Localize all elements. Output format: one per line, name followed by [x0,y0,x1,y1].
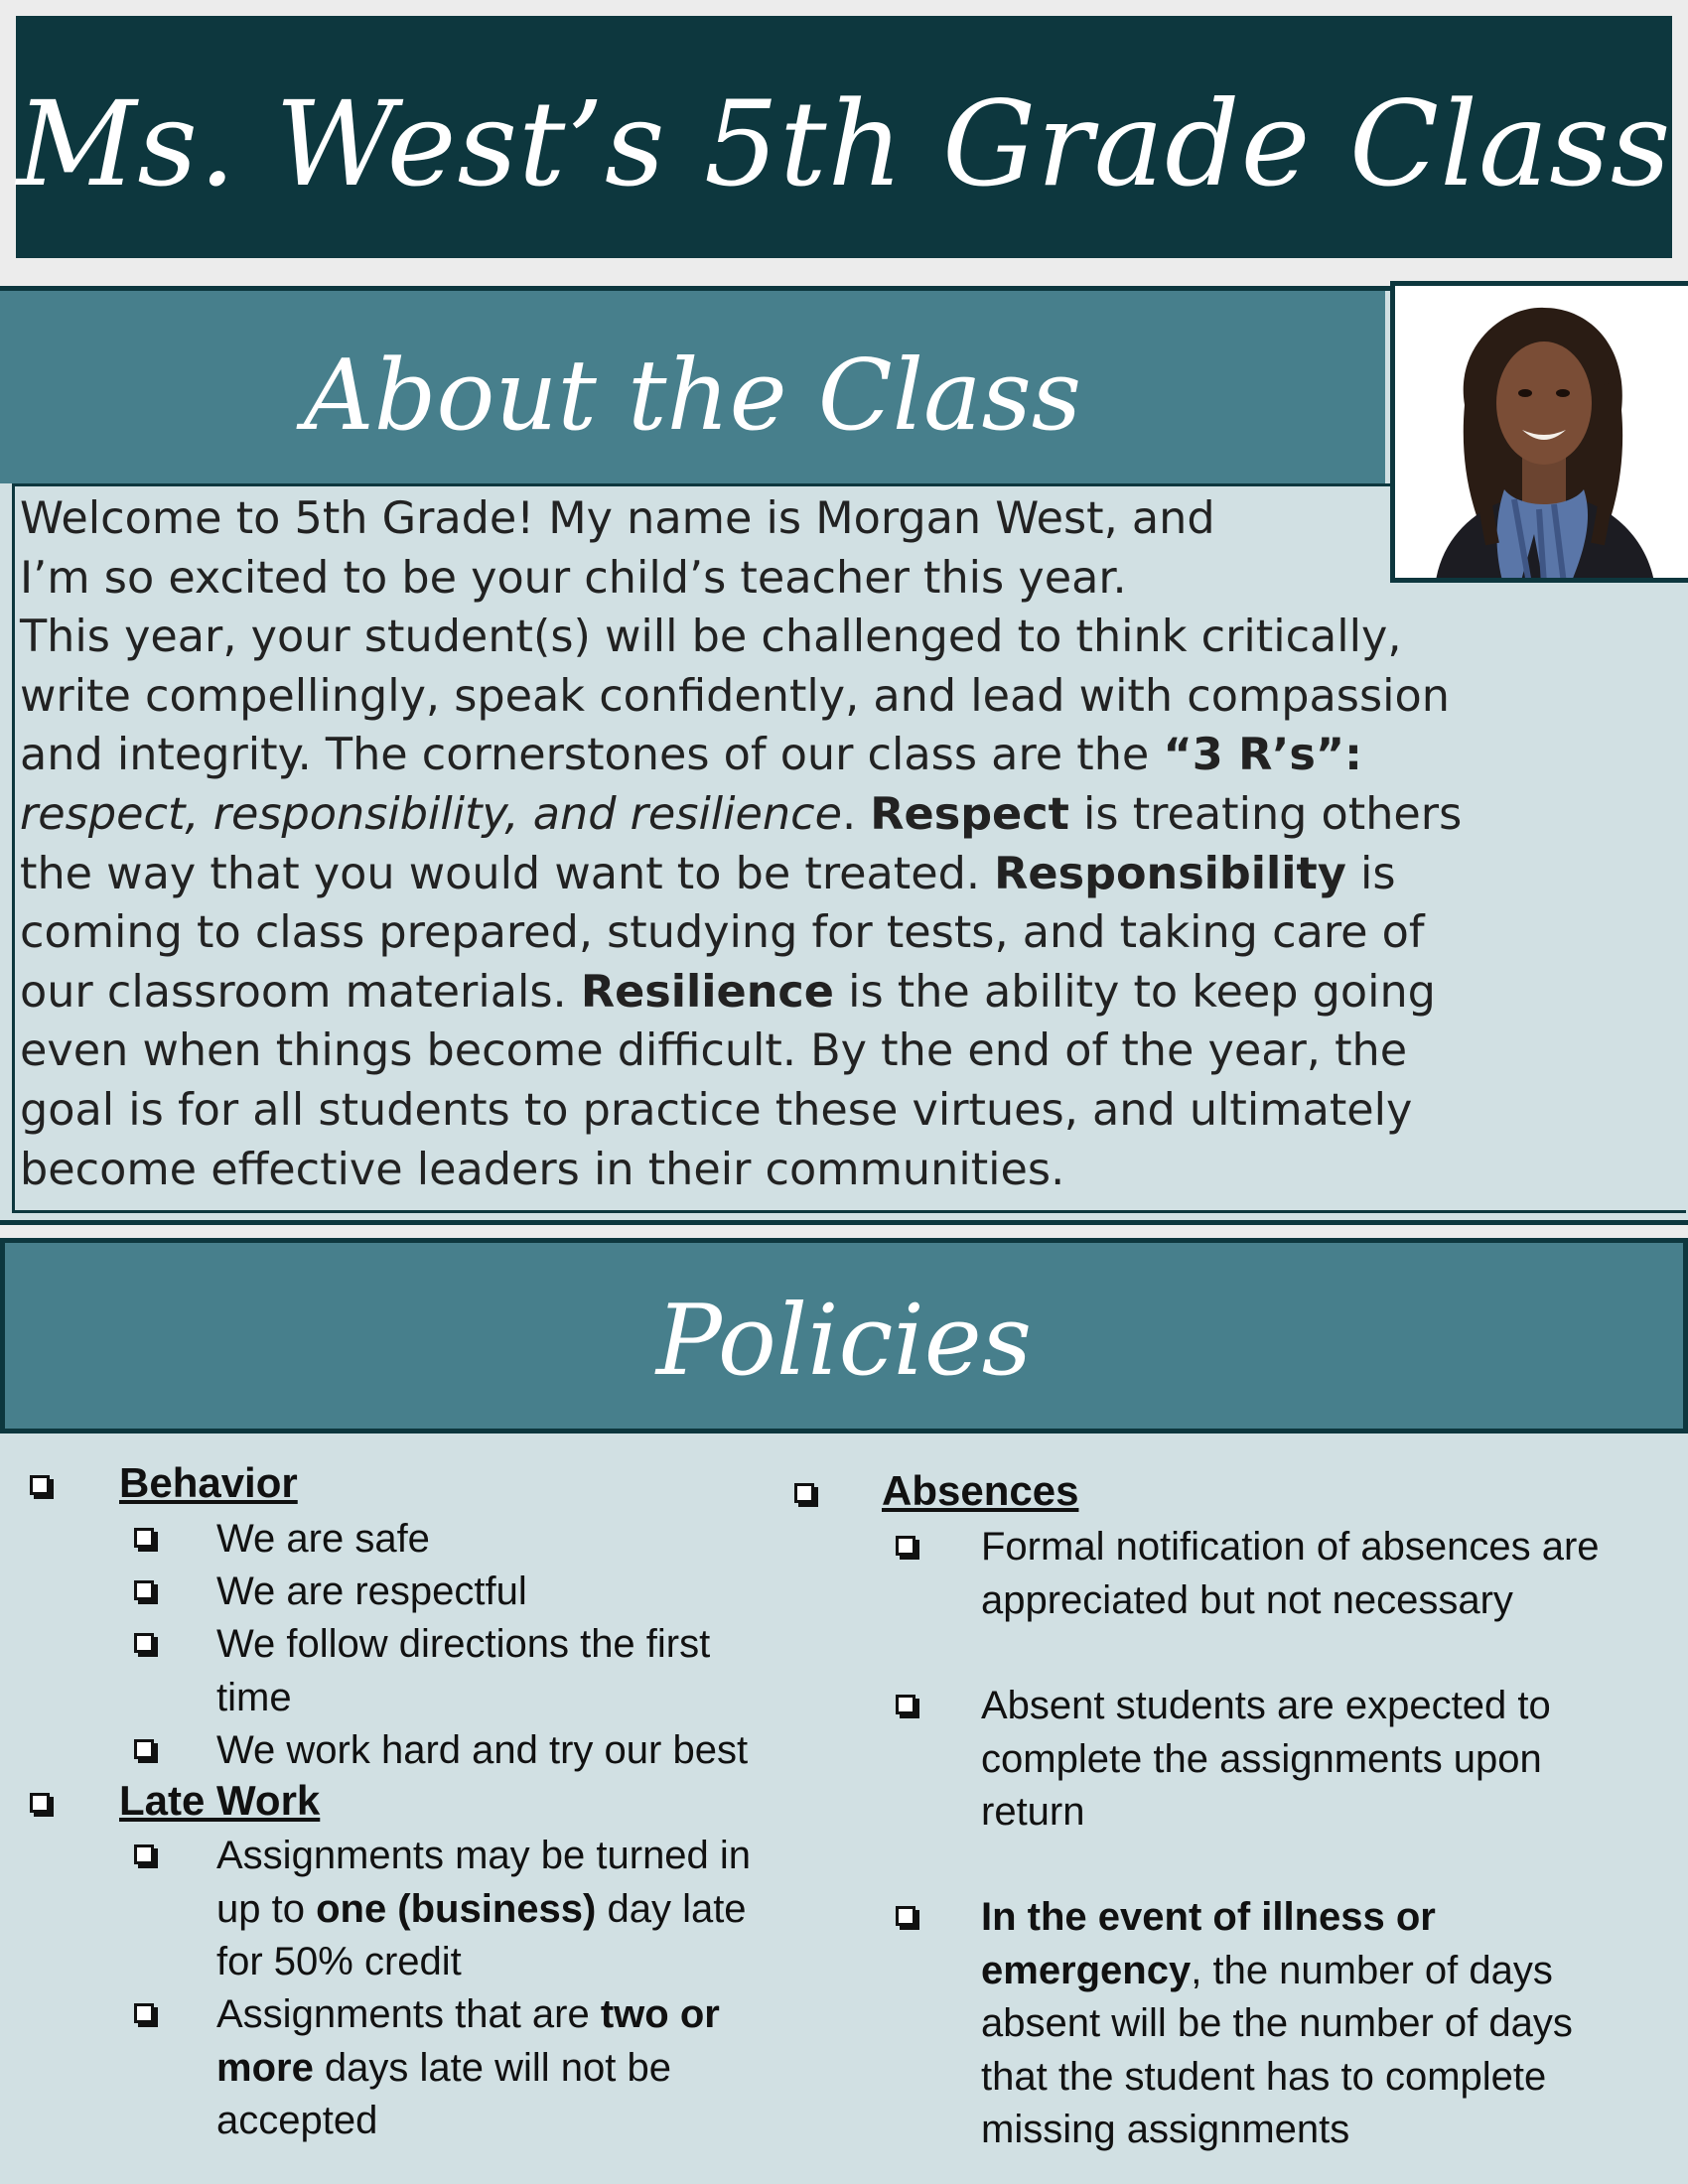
text-run: I’m so excited to be your child’s teacher this year. [20,552,1127,604]
text-run: missing assignments [981,2108,1350,2151]
text-run: We follow directions the first [216,1622,711,1666]
checkbox-bullet-icon [134,1633,154,1653]
checkbox-bullet-icon [794,1483,814,1503]
bold-text: one (business) [316,1886,597,1931]
policy-item-line [216,1618,812,1672]
text-run: We are respectful [216,1570,527,1613]
text-run: write compellingly, speak confidently, and lead with compassion [20,670,1450,722]
about-paragraph [20,489,1678,1199]
teacher-photo [1390,281,1688,583]
policy-item-line [981,2104,1676,2157]
about-line [20,726,1678,785]
policies-banner [0,1238,1688,1433]
checkbox-bullet-icon [134,1528,154,1548]
text-run: Assignments may be turned in [216,1834,752,1877]
policy-item-line [216,1513,812,1567]
policy-item-line [981,1786,1676,1840]
about-line [20,1022,1678,1081]
text-run: appreciated but not necessary [981,1577,1513,1622]
text-run: is treating others [1068,788,1463,840]
bold-text: Responsibility [994,848,1346,899]
about-line [20,963,1678,1023]
teacher-portrait-image [1395,286,1688,583]
about-line [20,785,1678,845]
policy-item [216,1566,812,1619]
title-banner [16,16,1672,258]
absences-heading: Absences [882,1467,1079,1514]
italic-text: respect, responsibility, and resilience [20,788,842,840]
about-heading: About the Class [303,340,1082,453]
text-run: , the number of days [1191,1948,1553,1992]
checkbox-bullet-icon [134,2003,154,2023]
text-run: absent will be the number of days [981,2001,1573,2045]
text-run: This year, your student(s) will be challenged to think critically, [20,612,1402,663]
text-run: the way that you would want to be treated. [20,848,995,899]
about-line [20,667,1678,727]
text-run: even when things become difficult. By the end of the year, the [20,1025,1408,1077]
text-run: is the ability to keep going [833,966,1436,1018]
text-run: coming to class prepared, studying for tests, and taking care of [20,907,1425,959]
checkbox-bullet-icon [30,1475,50,1495]
policy-item-line [981,2051,1676,2105]
policy-item-line [216,1936,812,1989]
text-run: Absent students are expected to [981,1684,1551,1727]
text-run: . [841,788,871,840]
late-work-heading: Late Work [119,1777,321,1824]
policy-item-line [981,1521,1676,1574]
checkbox-bullet-icon [30,1793,50,1813]
policy-item-line [216,1830,812,1883]
policies-heading: Policies [655,1284,1033,1398]
policy-item-line [981,1997,1676,2051]
text-run: days late will not be [313,2045,672,2090]
policy-item-line [216,1883,812,1937]
behavior-heading: Behavior [119,1459,298,1506]
checkbox-bullet-icon [134,1580,154,1600]
about-line [20,1081,1678,1141]
about-line [20,608,1678,667]
policy-item-line [216,1672,812,1725]
text-run: is [1345,848,1396,899]
policy-item-line [981,1891,1676,1945]
page-title: Ms. West’s 5th Grade Class [16,75,1672,212]
policy-item [981,1521,1676,1627]
policy-item-line [981,1733,1676,1787]
text-run: become effective leaders in their communities. [20,1144,1065,1195]
text-run: day late [596,1886,747,1931]
text-run: goal is for all students to practice these virtues, and ultimately [20,1084,1413,1136]
bold-text: Respect [870,788,1069,840]
text-run: time [216,1675,292,1719]
policy-item-line [981,1574,1676,1628]
bold-text: two or [600,1992,720,2036]
text-run: and integrity. The cornerstones of our class are the [20,730,1164,781]
policy-item-line [216,1724,812,1778]
policy-item [216,1513,812,1567]
bold-text: Resilience [580,966,834,1018]
policy-item-line [981,1680,1676,1733]
text-run: Assignments that are [216,1992,601,2036]
about-line [20,845,1678,904]
bold-text: emergency [981,1948,1192,1992]
checkbox-bullet-icon [896,1536,915,1556]
policy-item [216,1618,812,1724]
bold-text: more [216,2045,314,2090]
text-run: We are safe [216,1517,430,1561]
policy-item [216,1724,812,1778]
bold-text: “3 R’s”: [1163,730,1362,781]
text-run: accepted [216,2099,378,2142]
text-run: up to [216,1886,317,1931]
policy-item [216,1830,812,1989]
text-run: We work hard and try our best [216,1728,749,1772]
policy-item-line [216,1988,812,2042]
bold-text: In the event of illness or [981,1895,1436,1939]
policy-item-line [216,2095,812,2148]
checkbox-bullet-icon [134,1739,154,1759]
about-line [20,1141,1678,1200]
policy-item-line [981,1945,1676,1998]
text-run: return [981,1790,1085,1834]
text-run: complete the assignments upon [981,1736,1542,1781]
checkbox-bullet-icon [134,1844,154,1864]
text-run: Formal notification of absences are [981,1525,1600,1569]
text-run: for 50% credit [216,1940,462,1983]
policy-item-line [216,1566,812,1619]
about-line [20,903,1678,963]
text-run: that the student has to complete [981,2054,1547,2099]
text-run: Welcome to 5th Grade! My name is Morgan West, and [20,493,1215,544]
policy-item [216,1988,812,2148]
about-heading-banner [0,291,1385,483]
text-run: our classroom materials. [20,966,581,1018]
policy-item [981,1680,1676,1840]
policy-item [981,1891,1676,2157]
checkbox-bullet-icon [896,1695,915,1714]
policy-item-line [216,2042,812,2096]
policies-body [0,1433,1688,2184]
checkbox-bullet-icon [896,1906,915,1926]
